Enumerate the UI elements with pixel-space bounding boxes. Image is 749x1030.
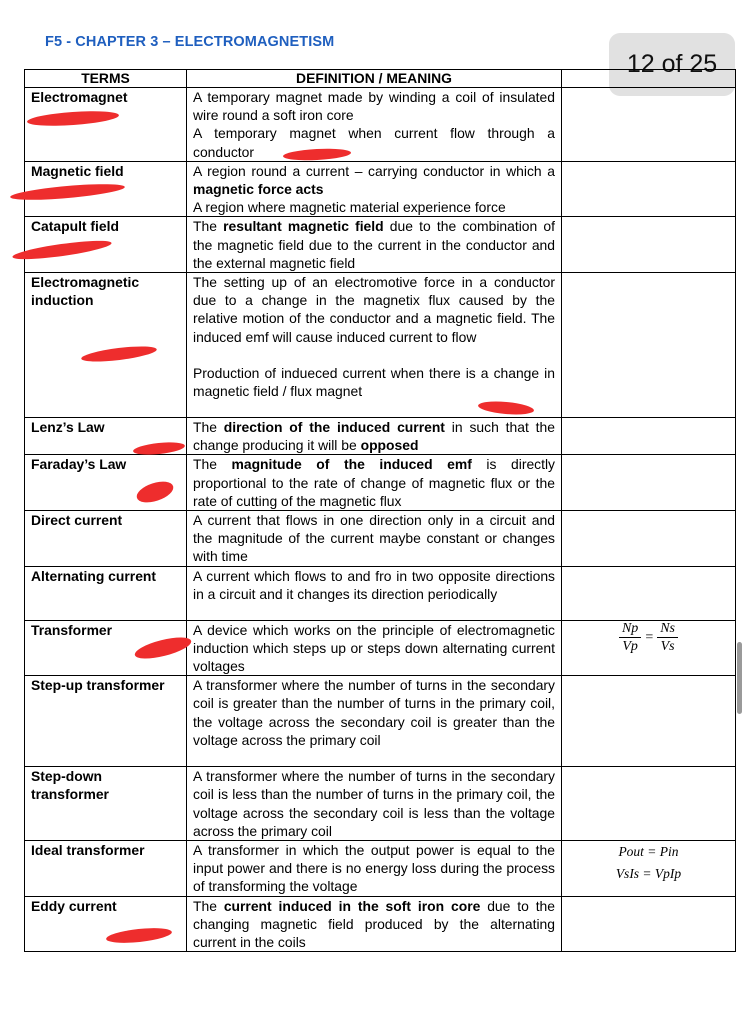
definition-paragraph: [193, 841, 555, 896]
definition-paragraph: [193, 418, 555, 454]
term-cell: Magnetic field: [25, 161, 187, 217]
formula-cell: [562, 418, 736, 455]
definition-text: A region round a current – carrying conductor in which a: [193, 162, 555, 179]
table-row: [25, 161, 736, 217]
table-row: [25, 418, 736, 455]
definition-paragraph: [193, 455, 555, 510]
formula-vp: Vp: [622, 638, 638, 654]
definition-cell: [187, 511, 562, 567]
definition-cell: [187, 217, 562, 273]
formula-cell: [562, 511, 736, 567]
table-row: [25, 217, 736, 273]
header-definition: DEFINITION / MEANING: [187, 70, 562, 88]
definition-cell: [187, 88, 562, 162]
table-row: [25, 511, 736, 567]
definition-cell: [187, 767, 562, 841]
definition-cell: [187, 273, 562, 418]
transformer-formula: [562, 620, 736, 676]
definition-paragraph: [193, 273, 555, 346]
formula-cell: [562, 161, 736, 217]
formula-cell: [562, 767, 736, 841]
bold-term-text: resultant magnetic field: [223, 218, 384, 235]
definition-text: The: [193, 456, 232, 473]
definition-paragraph: [193, 621, 555, 676]
formula-vs: Vs: [660, 638, 675, 654]
term-cell: Transformer: [25, 620, 187, 676]
bold-term-text: opposed: [360, 437, 419, 454]
definition-text: in such that the change producing it will be: [193, 419, 555, 454]
term-cell: Lenz’s Law: [25, 418, 187, 455]
page-title: F5 - CHAPTER 3 – ELECTROMAGNETISM: [45, 34, 335, 50]
formula-cell: [562, 566, 736, 620]
definition-text: A region where magnetic material experience force: [193, 199, 506, 216]
definition-text: due to the changing magnetic field produced by the alternating current in the coils: [193, 897, 556, 951]
definition-paragraph: [193, 364, 555, 400]
definition-paragraph: [193, 198, 555, 216]
term-cell: Step-down transformer: [25, 767, 187, 841]
bold-term-text: magnetic force acts: [193, 181, 324, 198]
definition-text: A current that flows in one direction only in a circuit and the magnitude of the current maybe constant or changes with time: [193, 512, 555, 565]
formula-cell: [562, 88, 736, 162]
definition-cell: [187, 620, 562, 676]
definition-cell: [187, 161, 562, 217]
formula-cell: [562, 896, 736, 952]
definition-text: Production of indueced current when there is a change in magnetic field / flux magnet: [193, 364, 555, 400]
definition-cell: [187, 896, 562, 952]
term-cell: Catapult field: [25, 217, 187, 273]
term-cell: Electromagnetic induction: [25, 273, 187, 418]
definition-text: due to the combination of the magnetic field due to the current in the conductor and the external magnetic field: [193, 218, 556, 271]
definition-paragraph: [193, 897, 555, 952]
table-row: [25, 273, 736, 418]
table-row: [25, 566, 736, 620]
term-cell: Eddy current: [25, 896, 187, 952]
table-row: [25, 767, 736, 841]
definition-paragraph: [193, 511, 555, 566]
definition-text: A current which flows to and fro in two opposite directions in a circuit and it changes its direction periodically: [193, 567, 555, 602]
definition-text: A temporary magnet when current flow through a conductor: [193, 125, 555, 160]
definition-text: The: [193, 897, 224, 914]
formula-equals: =: [645, 629, 654, 645]
definition-paragraph: [193, 162, 555, 198]
header-blank: [562, 70, 736, 88]
definition-text: A device which works on the principle of electromagnetic induction which steps up or steps down alternating current voltages: [193, 621, 555, 675]
formula-cell: [562, 217, 736, 273]
table-header-row: [25, 70, 736, 88]
page-indicator-badge: 12 of 25: [609, 33, 735, 96]
table-row: [25, 676, 736, 767]
formula-np: Np: [619, 621, 641, 638]
formula-cell: [562, 676, 736, 767]
term-cell: Electromagnet: [25, 88, 187, 162]
definition-cell: [187, 455, 562, 511]
definition-cell: [187, 676, 562, 767]
table-row: [25, 620, 736, 676]
formula-cell: [562, 273, 736, 418]
definition-text: A transformer where the number of turns in the secondary coil is less than the number of turns in the primary coil, the voltage across the secondary coil is less than the voltage across the primary coil: [193, 768, 555, 839]
definition-cell: [187, 566, 562, 620]
table-row: [25, 88, 736, 162]
scrollbar-thumb[interactable]: [737, 642, 742, 714]
table-row: [25, 455, 736, 511]
definition-text: The: [193, 419, 224, 436]
term-cell: Step-up transformer: [25, 676, 187, 767]
definition-cell: [187, 841, 562, 897]
definition-text: The: [193, 218, 224, 235]
table-row: [25, 841, 736, 897]
definition-paragraph: [193, 567, 555, 603]
bold-term-text: current induced in the soft iron core: [223, 897, 481, 914]
definition-cell: [187, 418, 562, 455]
term-cell: Direct current: [25, 511, 187, 567]
formula-voltage-current: VsIs = VpIp: [615, 866, 682, 882]
formula-ns: Ns: [657, 621, 678, 638]
definition-paragraph: [193, 124, 555, 160]
definition-paragraph: [193, 217, 555, 272]
term-cell: Ideal transformer: [25, 841, 187, 897]
table-row: [25, 896, 736, 952]
definition-text: A temporary magnet made by winding a coil of insulated wire round a soft iron core: [193, 89, 555, 124]
definition-text: A transformer in which the output power is equal to the input power and there is no energy loss during the process of transforming the voltage: [193, 842, 555, 895]
definition-paragraph: [193, 767, 555, 840]
definition-paragraph: [193, 88, 555, 124]
header-terms: TERMS: [25, 70, 187, 88]
formula-cell: [562, 455, 736, 511]
bold-term-text: direction of the induced current: [223, 419, 445, 436]
definition-text: The setting up of an electromotive force in a conductor due to a change in the magnetix flux caused by the relative motion of the conductor and a magnetic field. The induced emf will cause induced current to flow: [193, 274, 555, 345]
bold-term-text: magnitude of the induced emf: [231, 456, 472, 473]
definition-text: is directly proportional to the rate of change of magnetic flux or the rate of cutting of the magnetic flux: [193, 456, 556, 509]
term-cell: Faraday’s Law: [25, 455, 187, 511]
paragraph-gap: [193, 346, 555, 364]
formula-power: Pout = Pin: [618, 844, 679, 860]
terms-table: [24, 69, 736, 952]
definition-text: A transformer where the number of turns in the secondary coil is greater than the number of turns in the primary coil, the voltage across the secondary coil is greater than the voltage across the primary coil: [193, 677, 555, 748]
definition-paragraph: [193, 676, 555, 749]
term-cell: Alternating current: [25, 566, 187, 620]
ideal-transformer-formula: [562, 841, 736, 897]
